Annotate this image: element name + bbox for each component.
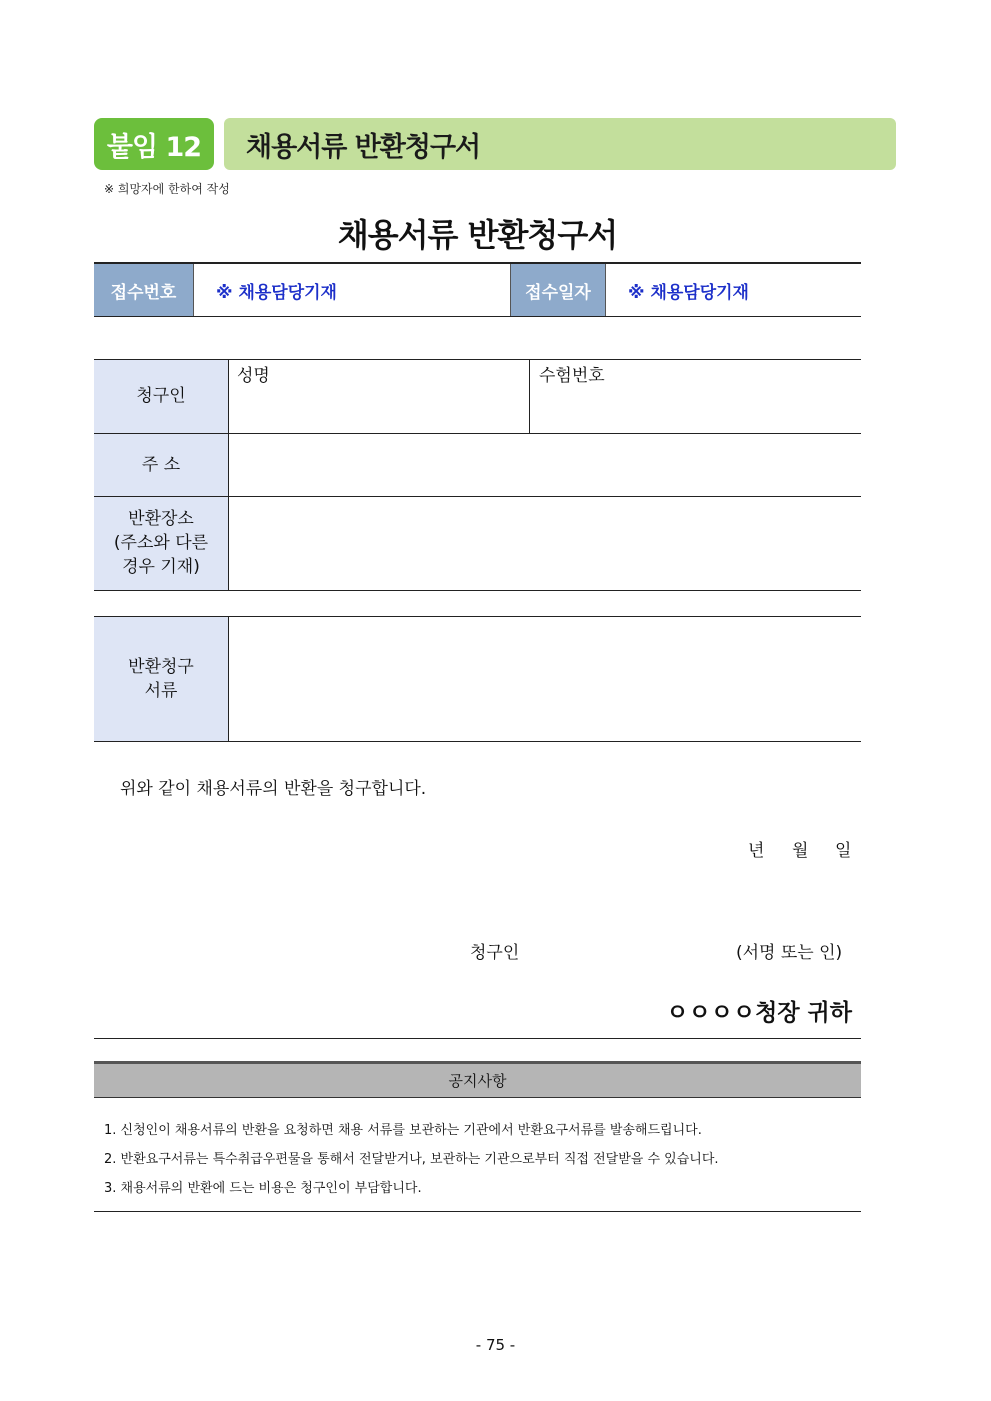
date-month: 월	[792, 841, 809, 861]
receipt-date-label: 접수일자	[510, 264, 606, 316]
exam-number-field-label: 수험번호	[539, 366, 605, 386]
receipt-number-value: ※ 채용담당기재	[216, 282, 337, 303]
return-place-label	[94, 496, 228, 590]
documents-label-line1: 반환청구	[128, 656, 194, 677]
receipt-date-value: ※ 채용담당기재	[628, 282, 749, 303]
table-divider	[94, 496, 861, 497]
notice-item: 3. 채용서류의 반환에 드는 비용은 청구인이 부담합니다.	[104, 1181, 422, 1196]
applicant-note: ※ 희망자에 한하여 작성	[104, 182, 230, 196]
return-place-label-line1: 반환장소	[128, 509, 194, 529]
return-place-input[interactable]	[228, 497, 860, 589]
table-column-divider	[228, 359, 229, 590]
return-place-label-line2: (주소와 다른	[113, 533, 209, 553]
receipt-number-label: 접수번호	[94, 264, 194, 316]
attachment-badge: 붙임 12	[94, 118, 214, 170]
table-border-bottom	[94, 590, 861, 591]
section-divider	[94, 1038, 861, 1039]
table-border-top	[94, 616, 861, 617]
page-title: 채용서류 반환청구서	[337, 216, 618, 254]
documents-input[interactable]	[228, 617, 860, 740]
table-border-top	[94, 359, 861, 360]
signature-note: (서명 또는 인)	[736, 943, 843, 963]
claimant-label: 청구인	[94, 359, 228, 433]
table-border-bottom	[94, 741, 861, 742]
notice-item: 1. 신청인이 채용서류의 반환을 요청하면 채용 서류를 보관하는 기관에서 반환요구서류를 발송해드립니다.	[104, 1123, 702, 1138]
date-day: 일	[835, 841, 852, 861]
notice-heading: 공지사항	[94, 1061, 861, 1098]
name-input[interactable]	[228, 380, 528, 432]
page-number: - 75 -	[475, 1336, 516, 1354]
documents-label-line2: 서류	[144, 680, 178, 701]
return-place-label-line3: 경우 기재)	[122, 557, 200, 577]
notice-item: 2. 반환요구서류는 특수취급우편물을 통해서 전달받거나, 보관하는 기관으로부터 직접 전달받을 수 있습니다.	[104, 1152, 719, 1167]
exam-number-input[interactable]	[530, 380, 860, 432]
address-label: 주 소	[94, 433, 228, 496]
date-year: 년	[748, 841, 765, 861]
name-field-label: 성명	[237, 366, 270, 386]
attachment-banner: 채용서류 반환청구서	[224, 118, 896, 170]
request-statement: 위와 같이 채용서류의 반환을 청구합니다.	[120, 779, 427, 799]
table-column-divider	[228, 616, 229, 741]
table-column-divider	[529, 359, 530, 433]
receipt-row	[94, 262, 861, 317]
table-divider	[94, 433, 861, 434]
notice-border-bottom	[94, 1211, 861, 1212]
signature-claimant-label: 청구인	[470, 943, 520, 963]
documents-label	[94, 616, 228, 741]
addressee: ㅇㅇㅇㅇ청장 귀하	[666, 1000, 852, 1026]
address-input[interactable]	[228, 434, 860, 496]
